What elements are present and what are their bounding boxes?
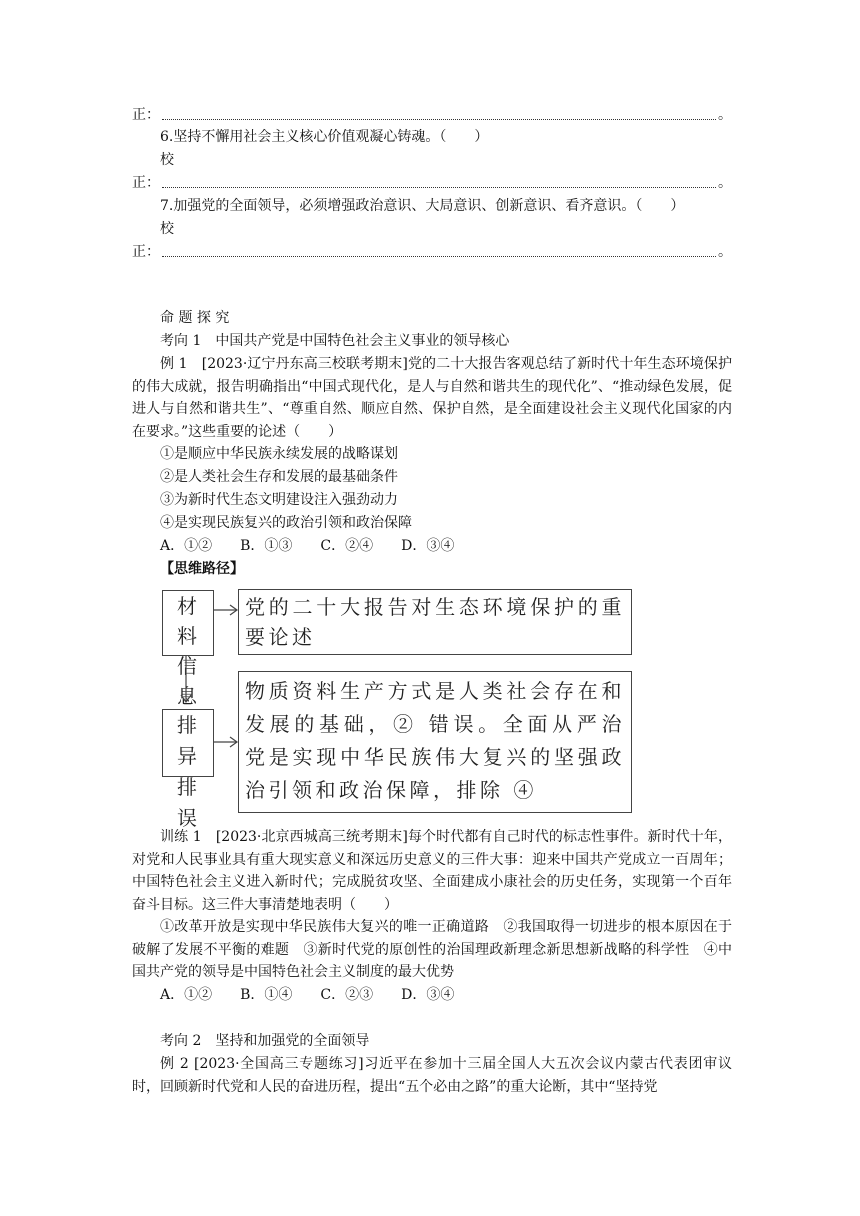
label-line: 排误: [177, 775, 205, 830]
dotted-blank: [162, 255, 716, 257]
content-box-elimination: [238, 671, 632, 813]
label-box-elimination: [162, 709, 214, 830]
dotted-blank: [162, 186, 716, 188]
jiao-label: 校: [160, 152, 174, 168]
training-1-stem: 训练 1 [2023·北京西城高三统考期末]每个时代都有自己时代的标志性事件。新时代十年，对党和人民事业具有重大现实意义和深远历史意义的三件大事：迎来中国共产党成立一百周年；中国特色社会主义进入新时代；完成脱贫攻坚、全面建成小康社会的历史任务，实现第一个百年奋斗目标。这三件大事清楚地表明（ ）: [132, 829, 732, 913]
jiao-label: 校: [160, 221, 174, 237]
box-text: 物质资料生产方式是人类社会存在和发展的基础，② 错误。全面从严治党是实现中华民族伟大复兴的坚强政治引领和政治保障，排除 ④: [245, 679, 625, 802]
dotted-blank: [162, 118, 716, 120]
box-text: 党的二十大报告对生态环境保护的重要论述: [245, 595, 625, 649]
kaoxiang-1-heading: 考向 1 中国共产党是中国特色社会主义事业的领导核心: [160, 333, 510, 349]
option-1: ①是顺应中华民族永续发展的战略谋划: [160, 446, 398, 462]
example-2-stem: 例 2 [2023·全国高三专题练习]习近平在参加十三届全国人大五次会议内蒙古代表团审议时，回顾新时代党和人民的奋进历程，提出“五个必由之路”的重大论断，其中“坚持党: [132, 1056, 732, 1095]
correction-end: 。: [718, 107, 732, 123]
correction-line[interactable]: [132, 241, 732, 263]
kaoxiang-2-heading: 考向 2 坚持和加强党的全面领导: [160, 1033, 370, 1049]
label-line: 材料: [177, 594, 205, 648]
content-box-material-info: [238, 589, 632, 655]
label-line: 信息: [177, 654, 205, 708]
judgement-item-7: 7.加强党的全面领导，必须增强政治意识、大局意识、创新意识、看齐意识。（ ）: [160, 198, 685, 214]
option-3: ③为新时代生态文明建设注入强劲动力: [160, 492, 398, 508]
correction-line[interactable]: [132, 104, 732, 126]
correction-end: 。: [718, 175, 732, 191]
correction-line[interactable]: [132, 172, 732, 194]
option-4: ④是实现民族复兴的政治引领和政治保障: [160, 515, 412, 531]
thinking-path-heading: 【思维路径】: [160, 561, 244, 577]
option-2: ②是人类社会生存和发展的最基础条件: [160, 469, 398, 485]
example-1-stem: 例 1 [2023·辽宁丹东高三校联考期末]党的二十大报告客观总结了新时代十年生态环境保护的伟大成就，报告明确指出“中国式现代化，是人与自然和谐共生的现代化”、“推动绿色发展，促进人与自然和谐共生”、“尊重自然、顺应自然、保护自然，是全面建设社会主义现代化国家的内在要求。”这些重要的论述（ ）: [132, 356, 732, 440]
arrow-down-icon: [176, 655, 196, 707]
judgement-item-6: 6.坚持不懈用社会主义核心价值观凝心铸魂。（ ）: [160, 129, 489, 145]
correction-label: 正：: [132, 244, 160, 260]
label-box-material-info: [162, 590, 214, 708]
answer-choices: A．①② B．①③ C．②④ D．③④: [160, 538, 455, 554]
label-line: 排异: [177, 713, 205, 768]
correction-end: 。: [718, 244, 732, 260]
training-1-options: ①改革开放是实现中华民族伟大复兴的唯一正确道路 ②我国取得一切进步的根本原因在于破解了发展不平衡的难题 ③新时代党的原创性的治国理政新理念新思想新战略的科学性 ④中国共产党的领导是中国特色社会主义制度的最大优势: [132, 919, 732, 980]
section-title: 命 题 探 究: [160, 310, 230, 326]
answer-choices: A．①② B．①④ C．②③ D．③④: [160, 987, 455, 1003]
correction-label: 正：: [132, 107, 160, 123]
correction-label: 正：: [132, 175, 160, 191]
